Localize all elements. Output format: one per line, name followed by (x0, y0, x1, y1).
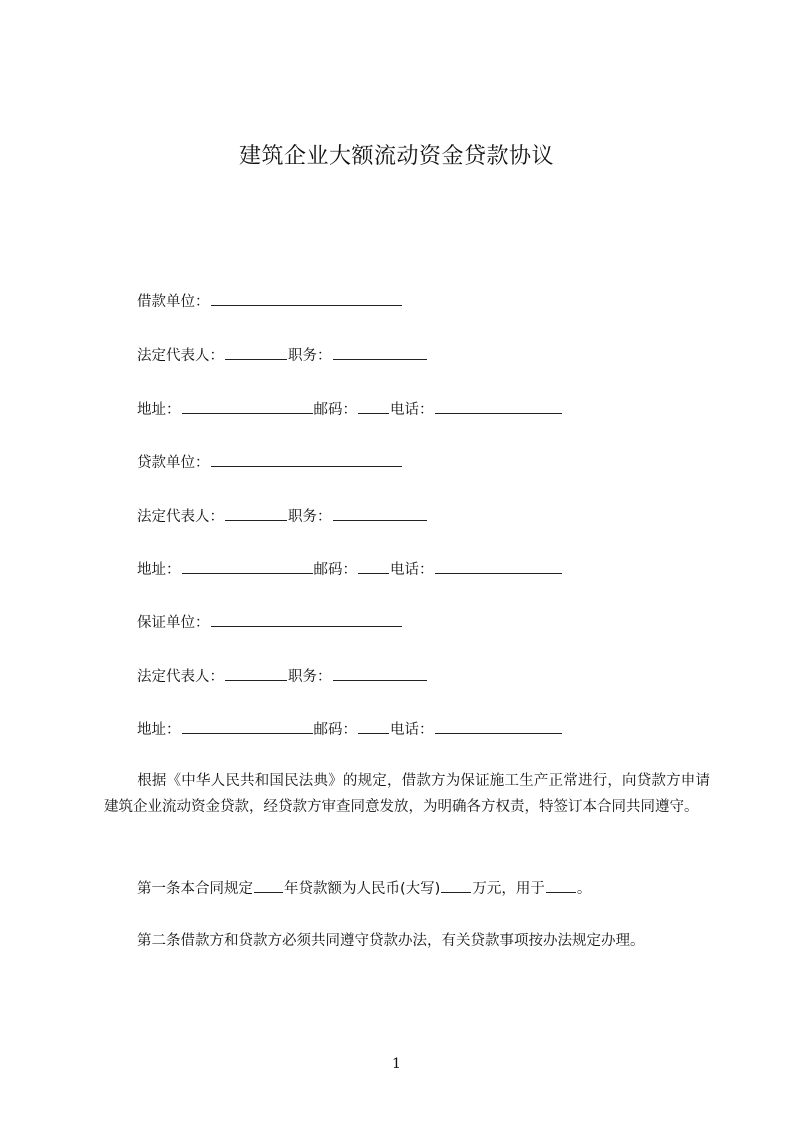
borrower-position-blank (333, 344, 427, 360)
guarantor-unit-line (137, 611, 403, 633)
borrower-phone-label: 电话： (390, 402, 434, 418)
guarantor-phone-blank (435, 718, 562, 734)
guarantor-postcode-blank (358, 718, 389, 734)
borrower-rep-label: 法定代表人： (137, 348, 224, 364)
preamble-paragraph (104, 768, 710, 820)
lender-unit-label: 贷款单位： (137, 455, 210, 471)
lender-rep-label: 法定代表人： (137, 509, 224, 525)
borrower-unit-label: 借款单位： (137, 294, 210, 310)
guarantor-unit-label: 保证单位： (137, 615, 210, 631)
guarantor-position-blank (333, 665, 427, 681)
borrower-address-blank (182, 398, 313, 414)
lender-phone-blank (435, 558, 562, 574)
lender-position-label: 职务： (288, 509, 332, 525)
preamble-text: 根据《中华人民共和国民法典》的规定，借款方为保证施工生产正常进行，向贷款方申请建筑企业流动资金贷款，经贷款方审查同意发放，为明确各方权责，特签订本合同共同遵守。 (104, 773, 710, 815)
borrower-position-label: 职务： (288, 348, 332, 364)
lender-unit-blank (211, 451, 402, 467)
article-1-amount-blank (441, 877, 471, 893)
document-title: 建筑企业大额流动资金贷款协议 (238, 144, 554, 169)
page-number: 1 (392, 1056, 401, 1072)
guarantor-address-label: 地址： (137, 722, 181, 738)
lender-address-label: 地址： (137, 562, 181, 578)
lender-address-line (137, 558, 563, 580)
guarantor-rep-label: 法定代表人： (137, 669, 224, 685)
article-1-part4: 。 (576, 881, 592, 897)
borrower-postcode-blank (358, 398, 389, 414)
article-1-part1: 第一条本合同规定 (137, 881, 253, 897)
article-2 (137, 931, 645, 951)
lender-address-blank (182, 558, 313, 574)
lender-rep-blank (225, 505, 287, 521)
article-2-text: 第二条借款方和贷款方必须共同遵守贷款办法，有关贷款事项按办法规定办理。 (137, 933, 645, 949)
borrower-postcode-label: 邮码： (313, 402, 357, 418)
guarantor-phone-label: 电话： (390, 722, 434, 738)
borrower-rep-line (137, 344, 428, 366)
article-1-part2: 年贷款额为人民币(大写) (284, 881, 441, 897)
lender-phone-label: 电话： (390, 562, 434, 578)
lender-rep-line (137, 505, 428, 527)
guarantor-rep-line (137, 665, 428, 687)
lender-postcode-label: 邮码： (313, 562, 357, 578)
borrower-phone-blank (435, 398, 562, 414)
borrower-address-label: 地址： (137, 402, 181, 418)
lender-position-blank (333, 505, 427, 521)
guarantor-postcode-label: 邮码： (313, 722, 357, 738)
guarantor-rep-blank (225, 665, 287, 681)
article-1-purpose-blank (546, 877, 576, 893)
borrower-address-line (137, 398, 563, 420)
lender-unit-line (137, 451, 403, 473)
borrower-unit-line (137, 290, 403, 312)
borrower-unit-blank (211, 290, 402, 306)
article-1-part3: 万元，用于 (472, 881, 545, 897)
guarantor-unit-blank (211, 611, 402, 627)
article-1-year-blank (254, 877, 283, 893)
lender-postcode-blank (358, 558, 389, 574)
guarantor-position-label: 职务： (288, 669, 332, 685)
article-1 (137, 877, 591, 899)
guarantor-address-blank (182, 718, 313, 734)
guarantor-address-line (137, 718, 563, 740)
borrower-rep-blank (225, 344, 287, 360)
